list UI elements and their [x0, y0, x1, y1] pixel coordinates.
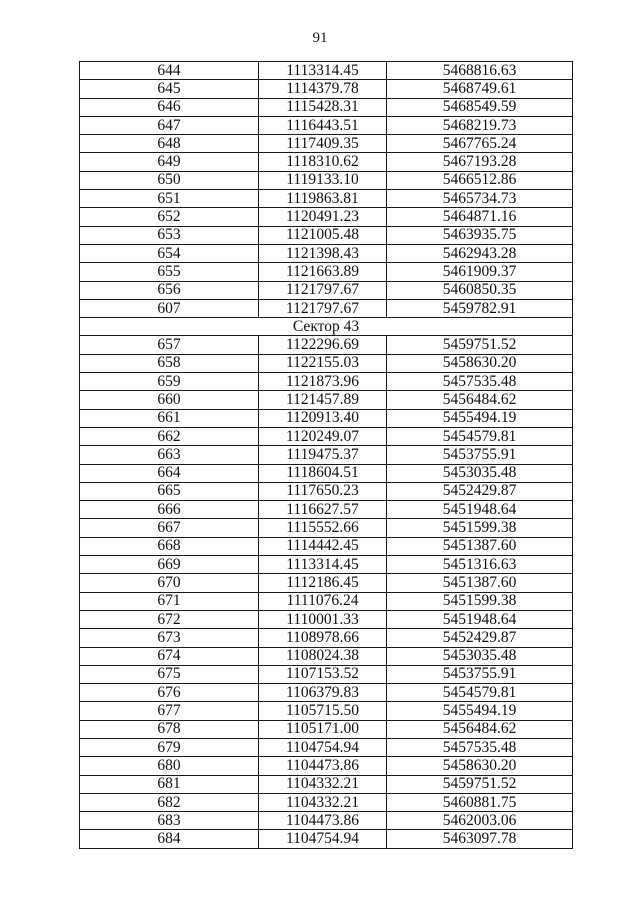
table-row: [80, 684, 573, 702]
x-coordinate-cell: 1120249.07: [259, 427, 387, 445]
point-number-cell: 650: [80, 171, 259, 189]
point-number-cell: 667: [80, 519, 259, 537]
x-coordinate-cell: 1108978.66: [259, 629, 387, 647]
point-number-cell: 672: [80, 610, 259, 628]
point-number-cell: 661: [80, 409, 259, 427]
table-row: [80, 592, 573, 610]
point-number-cell: 671: [80, 592, 259, 610]
y-coordinate-cell: 5456484.62: [387, 720, 573, 738]
table-row: [80, 98, 573, 116]
y-coordinate-cell: 5454579.81: [387, 427, 573, 445]
y-coordinate-cell: 5460881.75: [387, 793, 573, 811]
table-row: [80, 537, 573, 555]
x-coordinate-cell: 1104473.86: [259, 757, 387, 775]
x-coordinate-cell: 1116627.57: [259, 501, 387, 519]
x-coordinate-cell: 1121005.48: [259, 226, 387, 244]
table-row: [80, 665, 573, 683]
table-row: [80, 263, 573, 281]
table-row: [80, 556, 573, 574]
point-number-cell: 682: [80, 793, 259, 811]
y-coordinate-cell: 5459751.52: [387, 336, 573, 354]
y-coordinate-cell: 5459751.52: [387, 775, 573, 793]
point-number-cell: 653: [80, 226, 259, 244]
y-coordinate-cell: 5452429.87: [387, 629, 573, 647]
y-coordinate-cell: 5455494.19: [387, 702, 573, 720]
table-row: [80, 482, 573, 500]
point-number-cell: 659: [80, 373, 259, 391]
table-row: [80, 354, 573, 372]
table-row: [80, 391, 573, 409]
x-coordinate-cell: 1112186.45: [259, 574, 387, 592]
x-coordinate-cell: 1122155.03: [259, 354, 387, 372]
y-coordinate-cell: 5464871.16: [387, 208, 573, 226]
x-coordinate-cell: 1104754.94: [259, 738, 387, 756]
y-coordinate-cell: 5453035.48: [387, 464, 573, 482]
table-row: [80, 80, 573, 98]
x-coordinate-cell: 1121873.96: [259, 373, 387, 391]
y-coordinate-cell: 5467765.24: [387, 135, 573, 153]
y-coordinate-cell: 5468749.61: [387, 80, 573, 98]
point-number-cell: 654: [80, 244, 259, 262]
x-coordinate-cell: 1121797.67: [259, 299, 387, 317]
y-coordinate-cell: 5457535.48: [387, 373, 573, 391]
table-row: [80, 62, 573, 80]
x-coordinate-cell: 1110001.33: [259, 610, 387, 628]
x-coordinate-cell: 1116443.51: [259, 116, 387, 134]
y-coordinate-cell: 5468549.59: [387, 98, 573, 116]
point-number-cell: 678: [80, 720, 259, 738]
x-coordinate-cell: 1105715.50: [259, 702, 387, 720]
table-row: [80, 830, 573, 848]
table-row: [80, 446, 573, 464]
x-coordinate-cell: 1113314.45: [259, 62, 387, 80]
table-row: [80, 373, 573, 391]
point-number-cell: 680: [80, 757, 259, 775]
point-number-cell: 648: [80, 135, 259, 153]
y-coordinate-cell: 5456484.62: [387, 391, 573, 409]
point-number-cell: 647: [80, 116, 259, 134]
point-number-cell: 675: [80, 665, 259, 683]
point-number-cell: 607: [80, 299, 259, 317]
table-row: [80, 610, 573, 628]
y-coordinate-cell: 5453755.91: [387, 665, 573, 683]
x-coordinate-cell: 1104332.21: [259, 793, 387, 811]
point-number-cell: 649: [80, 153, 259, 171]
table-row: [80, 208, 573, 226]
x-coordinate-cell: 1117650.23: [259, 482, 387, 500]
y-coordinate-cell: 5451316.63: [387, 556, 573, 574]
x-coordinate-cell: 1107153.52: [259, 665, 387, 683]
y-coordinate-cell: 5459782.91: [387, 299, 573, 317]
y-coordinate-cell: 5462943.28: [387, 244, 573, 262]
table-row: [80, 153, 573, 171]
point-number-cell: 664: [80, 464, 259, 482]
table-row: [80, 647, 573, 665]
x-coordinate-cell: 1115552.66: [259, 519, 387, 537]
table-row: [80, 702, 573, 720]
table-row: [80, 135, 573, 153]
sector-label: Сектор 43: [80, 318, 573, 336]
point-number-cell: 662: [80, 427, 259, 445]
x-coordinate-cell: 1104473.86: [259, 812, 387, 830]
y-coordinate-cell: 5465734.73: [387, 190, 573, 208]
coordinates-table-body: [80, 62, 573, 849]
point-number-cell: 657: [80, 336, 259, 354]
point-number-cell: 670: [80, 574, 259, 592]
point-number-cell: 683: [80, 812, 259, 830]
table-row: [80, 501, 573, 519]
point-number-cell: 676: [80, 684, 259, 702]
x-coordinate-cell: 1118604.51: [259, 464, 387, 482]
point-number-cell: 658: [80, 354, 259, 372]
table-row: [80, 244, 573, 262]
y-coordinate-cell: 5454579.81: [387, 684, 573, 702]
x-coordinate-cell: 1121663.89: [259, 263, 387, 281]
y-coordinate-cell: 5451599.38: [387, 519, 573, 537]
point-number-cell: 684: [80, 830, 259, 848]
point-number-cell: 674: [80, 647, 259, 665]
x-coordinate-cell: 1117409.35: [259, 135, 387, 153]
table-row: [80, 409, 573, 427]
y-coordinate-cell: 5451387.60: [387, 574, 573, 592]
table-row: [80, 519, 573, 537]
point-number-cell: 645: [80, 80, 259, 98]
y-coordinate-cell: 5463935.75: [387, 226, 573, 244]
y-coordinate-cell: 5458630.20: [387, 757, 573, 775]
y-coordinate-cell: 5458630.20: [387, 354, 573, 372]
y-coordinate-cell: 5452429.87: [387, 482, 573, 500]
x-coordinate-cell: 1120913.40: [259, 409, 387, 427]
table-row: [80, 812, 573, 830]
x-coordinate-cell: 1119863.81: [259, 190, 387, 208]
y-coordinate-cell: 5451948.64: [387, 610, 573, 628]
point-number-cell: 646: [80, 98, 259, 116]
y-coordinate-cell: 5451948.64: [387, 501, 573, 519]
y-coordinate-cell: 5463097.78: [387, 830, 573, 848]
point-number-cell: 673: [80, 629, 259, 647]
point-number-cell: 651: [80, 190, 259, 208]
table-row: [80, 629, 573, 647]
table-row: [80, 336, 573, 354]
table-row: [80, 464, 573, 482]
point-number-cell: 668: [80, 537, 259, 555]
x-coordinate-cell: 1122296.69: [259, 336, 387, 354]
y-coordinate-cell: 5468816.63: [387, 62, 573, 80]
point-number-cell: 677: [80, 702, 259, 720]
x-coordinate-cell: 1104754.94: [259, 830, 387, 848]
x-coordinate-cell: 1120491.23: [259, 208, 387, 226]
y-coordinate-cell: 5451599.38: [387, 592, 573, 610]
y-coordinate-cell: 5451387.60: [387, 537, 573, 555]
x-coordinate-cell: 1113314.45: [259, 556, 387, 574]
point-number-cell: 663: [80, 446, 259, 464]
x-coordinate-cell: 1121457.89: [259, 391, 387, 409]
y-coordinate-cell: 5462003.06: [387, 812, 573, 830]
table-row: [80, 171, 573, 189]
point-number-cell: 655: [80, 263, 259, 281]
point-number-cell: 652: [80, 208, 259, 226]
x-coordinate-cell: 1121398.43: [259, 244, 387, 262]
x-coordinate-cell: 1106379.83: [259, 684, 387, 702]
point-number-cell: 660: [80, 391, 259, 409]
x-coordinate-cell: 1108024.38: [259, 647, 387, 665]
point-number-cell: 656: [80, 281, 259, 299]
x-coordinate-cell: 1105171.00: [259, 720, 387, 738]
x-coordinate-cell: 1119133.10: [259, 171, 387, 189]
x-coordinate-cell: 1114379.78: [259, 80, 387, 98]
x-coordinate-cell: 1114442.45: [259, 537, 387, 555]
table-row: [80, 299, 573, 317]
table-row: [80, 574, 573, 592]
x-coordinate-cell: 1104332.21: [259, 775, 387, 793]
sector-header-row: [80, 318, 573, 336]
point-number-cell: 665: [80, 482, 259, 500]
x-coordinate-cell: 1115428.31: [259, 98, 387, 116]
table-row: [80, 775, 573, 793]
table-row: [80, 226, 573, 244]
x-coordinate-cell: 1121797.67: [259, 281, 387, 299]
y-coordinate-cell: 5460850.35: [387, 281, 573, 299]
point-number-cell: 681: [80, 775, 259, 793]
table-row: [80, 738, 573, 756]
point-number-cell: 669: [80, 556, 259, 574]
table-row: [80, 427, 573, 445]
table-row: [80, 281, 573, 299]
x-coordinate-cell: 1119475.37: [259, 446, 387, 464]
y-coordinate-cell: 5467193.28: [387, 153, 573, 171]
table-row: [80, 720, 573, 738]
coordinates-table: [79, 61, 573, 849]
page-number: 91: [312, 30, 328, 46]
y-coordinate-cell: 5457535.48: [387, 738, 573, 756]
point-number-cell: 679: [80, 738, 259, 756]
y-coordinate-cell: 5466512.86: [387, 171, 573, 189]
y-coordinate-cell: 5468219.73: [387, 116, 573, 134]
y-coordinate-cell: 5453755.91: [387, 446, 573, 464]
table-row: [80, 793, 573, 811]
table-row: [80, 757, 573, 775]
y-coordinate-cell: 5455494.19: [387, 409, 573, 427]
x-coordinate-cell: 1111076.24: [259, 592, 387, 610]
point-number-cell: 644: [80, 62, 259, 80]
table-row: [80, 116, 573, 134]
y-coordinate-cell: 5461909.37: [387, 263, 573, 281]
y-coordinate-cell: 5453035.48: [387, 647, 573, 665]
table-row: [80, 190, 573, 208]
point-number-cell: 666: [80, 501, 259, 519]
x-coordinate-cell: 1118310.62: [259, 153, 387, 171]
